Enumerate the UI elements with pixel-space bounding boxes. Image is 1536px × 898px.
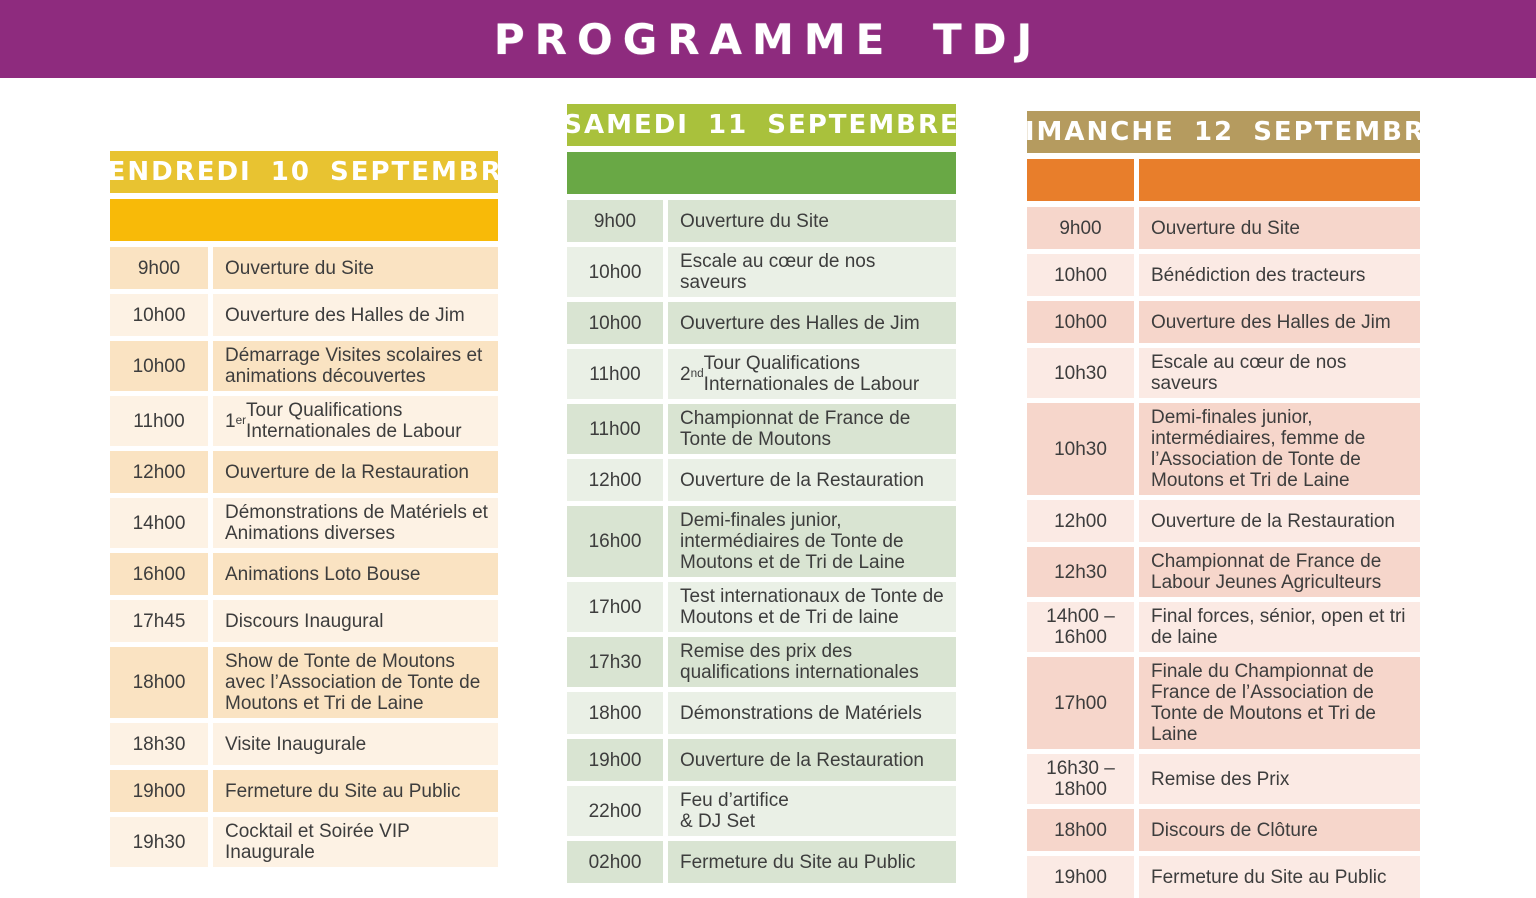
time-cell: 17h30 <box>567 637 663 687</box>
event-cell: Escale au cœur de nos saveurs <box>1139 348 1420 398</box>
event-cell: Visite Inaugurale <box>213 723 498 765</box>
event-cell: Animations Loto Bouse <box>213 553 498 595</box>
time-cell: 11h00 <box>567 349 663 399</box>
time-cell: 10h30 <box>1027 348 1134 398</box>
time-cell: 02h00 <box>567 841 663 883</box>
time-cell: 16h00 <box>567 506 663 577</box>
schedule-row <box>567 247 956 297</box>
day-schedule <box>1027 207 1420 898</box>
time-cell: 12h00 <box>567 459 663 501</box>
schedule-row <box>1027 500 1420 542</box>
event-cell: Démonstrations de Matériels <box>668 692 956 734</box>
time-cell: 14h00 – 16h00 <box>1027 602 1134 652</box>
schedule-row <box>1027 348 1420 398</box>
schedule-row <box>110 723 498 765</box>
time-cell: 17h45 <box>110 600 208 642</box>
schedule-row <box>110 600 498 642</box>
schedule-row <box>567 302 956 344</box>
day-column-1 <box>563 104 960 883</box>
schedule-row <box>567 739 956 781</box>
day-schedule <box>110 247 498 867</box>
time-cell: 11h00 <box>110 396 208 446</box>
event-cell: Finale du Championnat de France de l’Association de Tonte de Moutons et Tri de Laine <box>1139 657 1420 749</box>
event-cell: Test internationaux de Tonte de Moutons et de Tri de laine <box>668 582 956 632</box>
schedule-row <box>1027 809 1420 851</box>
event-cell: Demi-finales junior, intermédiaires de Tonte de Moutons et de Tri de Laine <box>668 506 956 577</box>
time-cell: 19h30 <box>110 817 208 867</box>
time-cell: 9h00 <box>110 247 208 289</box>
time-cell: 10h00 <box>567 302 663 344</box>
day-title: DIMANCHE 12 SEPTEMBRE <box>1027 111 1420 153</box>
schedule-row <box>1027 602 1420 652</box>
event-cell: Ouverture des Halles de Jim <box>668 302 956 344</box>
schedule-row <box>1027 254 1420 296</box>
event-cell: Escale au cœur de nos saveurs <box>668 247 956 297</box>
day-color-band <box>110 199 498 241</box>
schedule-row <box>1027 547 1420 597</box>
schedule-row <box>567 200 956 242</box>
event-cell: Remise des prix des qualifications internationales <box>668 637 956 687</box>
schedule-row <box>110 553 498 595</box>
schedule-row <box>567 349 956 399</box>
time-cell: 10h00 <box>1027 254 1134 296</box>
event-cell: 2 nd Tour Qualifications Internationales de Labour <box>668 349 956 399</box>
event-cell: Ouverture des Halles de Jim <box>1139 301 1420 343</box>
time-cell: 10h30 <box>1027 403 1134 495</box>
schedule-row <box>567 506 956 577</box>
schedule-row <box>1027 207 1420 249</box>
time-cell: 12h00 <box>110 451 208 493</box>
day-column-2 <box>1001 111 1446 898</box>
event-cell: Ouverture du Site <box>668 200 956 242</box>
time-cell: 10h00 <box>1027 301 1134 343</box>
time-cell: 14h00 <box>110 498 208 548</box>
time-cell: 12h30 <box>1027 547 1134 597</box>
event-cell: Fermeture du Site au Public <box>668 841 956 883</box>
event-cell: Discours Inaugural <box>213 600 498 642</box>
schedule-row <box>1027 657 1420 749</box>
time-cell: 19h00 <box>110 770 208 812</box>
day-color-band <box>1027 159 1420 201</box>
time-cell: 10h00 <box>110 341 208 391</box>
event-cell: 1 er Tour Qualifications Internationales de Labour <box>213 396 498 446</box>
schedule-row <box>110 647 498 718</box>
event-cell: Remise des Prix <box>1139 754 1420 804</box>
event-cell: Ouverture de la Restauration <box>213 451 498 493</box>
event-cell: Ouverture des Halles de Jim <box>213 294 498 336</box>
time-cell: 16h30 – 18h00 <box>1027 754 1134 804</box>
event-cell: Démarrage Visites scolaires et animations découvertes <box>213 341 498 391</box>
schedule-row <box>1027 754 1420 804</box>
time-cell: 18h00 <box>567 692 663 734</box>
time-cell: 18h30 <box>110 723 208 765</box>
event-cell: Démonstrations de Matériels et Animations diverses <box>213 498 498 548</box>
schedule-row <box>1027 301 1420 343</box>
page-title: PROGRAMME TDJ <box>493 14 1043 64</box>
schedule-row <box>110 247 498 289</box>
schedule-row <box>110 341 498 391</box>
schedule-row <box>1027 403 1420 495</box>
time-cell: 12h00 <box>1027 500 1134 542</box>
band-divider <box>1134 159 1139 201</box>
schedule-row <box>110 294 498 336</box>
time-cell: 18h00 <box>1027 809 1134 851</box>
time-cell: 22h00 <box>567 786 663 836</box>
schedule-row <box>567 404 956 454</box>
day-column-0 <box>85 151 523 867</box>
event-cell: Ouverture de la Restauration <box>1139 500 1420 542</box>
schedule-row <box>110 770 498 812</box>
event-cell: Championnat de France de Tonte de Moutons <box>668 404 956 454</box>
schedule-row <box>567 692 956 734</box>
event-cell: Bénédiction des tracteurs <box>1139 254 1420 296</box>
time-cell: 18h00 <box>110 647 208 718</box>
event-cell: Demi-finales junior, intermédiaires, femme de l’Association de Tonte de Moutons et Tri de Laine <box>1139 403 1420 495</box>
event-cell: Feu d’artifice & DJ Set <box>668 786 956 836</box>
schedule-row <box>1027 856 1420 898</box>
day-title: SAMEDI 11 SEPTEMBRE <box>567 104 956 146</box>
time-cell: 10h00 <box>567 247 663 297</box>
event-cell: Final forces, sénior, open et tri de laine <box>1139 602 1420 652</box>
schedule-row <box>110 817 498 867</box>
event-cell: Ouverture du Site <box>213 247 498 289</box>
event-cell: Discours de Clôture <box>1139 809 1420 851</box>
time-cell: 16h00 <box>110 553 208 595</box>
day-schedule <box>567 200 956 883</box>
schedule-row <box>567 459 956 501</box>
schedule-row <box>110 396 498 446</box>
time-cell: 10h00 <box>110 294 208 336</box>
event-cell: Show de Tonte de Moutons avec l’Association de Tonte de Moutons et Tri de Laine <box>213 647 498 718</box>
time-cell: 9h00 <box>1027 207 1134 249</box>
event-cell: Ouverture de la Restauration <box>668 459 956 501</box>
event-cell: Ouverture du Site <box>1139 207 1420 249</box>
time-cell: 9h00 <box>567 200 663 242</box>
time-cell: 11h00 <box>567 404 663 454</box>
time-cell: 17h00 <box>1027 657 1134 749</box>
schedule-row <box>110 451 498 493</box>
event-cell: Championnat de France de Labour Jeunes Agriculteurs <box>1139 547 1420 597</box>
event-cell: Ouverture de la Restauration <box>668 739 956 781</box>
top-banner <box>0 0 1536 78</box>
event-cell: Cocktail et Soirée VIP Inaugurale <box>213 817 498 867</box>
day-color-band <box>567 152 956 194</box>
schedule-row <box>567 841 956 883</box>
schedule-row <box>110 498 498 548</box>
event-cell: Fermeture du Site au Public <box>1139 856 1420 898</box>
time-cell: 19h00 <box>1027 856 1134 898</box>
schedule-row <box>567 786 956 836</box>
event-cell: Fermeture du Site au Public <box>213 770 498 812</box>
time-cell: 17h00 <box>567 582 663 632</box>
time-cell: 19h00 <box>567 739 663 781</box>
day-title: VENDREDI 10 SEPTEMBRE <box>110 151 498 193</box>
schedule-row <box>567 637 956 687</box>
schedule-row <box>567 582 956 632</box>
